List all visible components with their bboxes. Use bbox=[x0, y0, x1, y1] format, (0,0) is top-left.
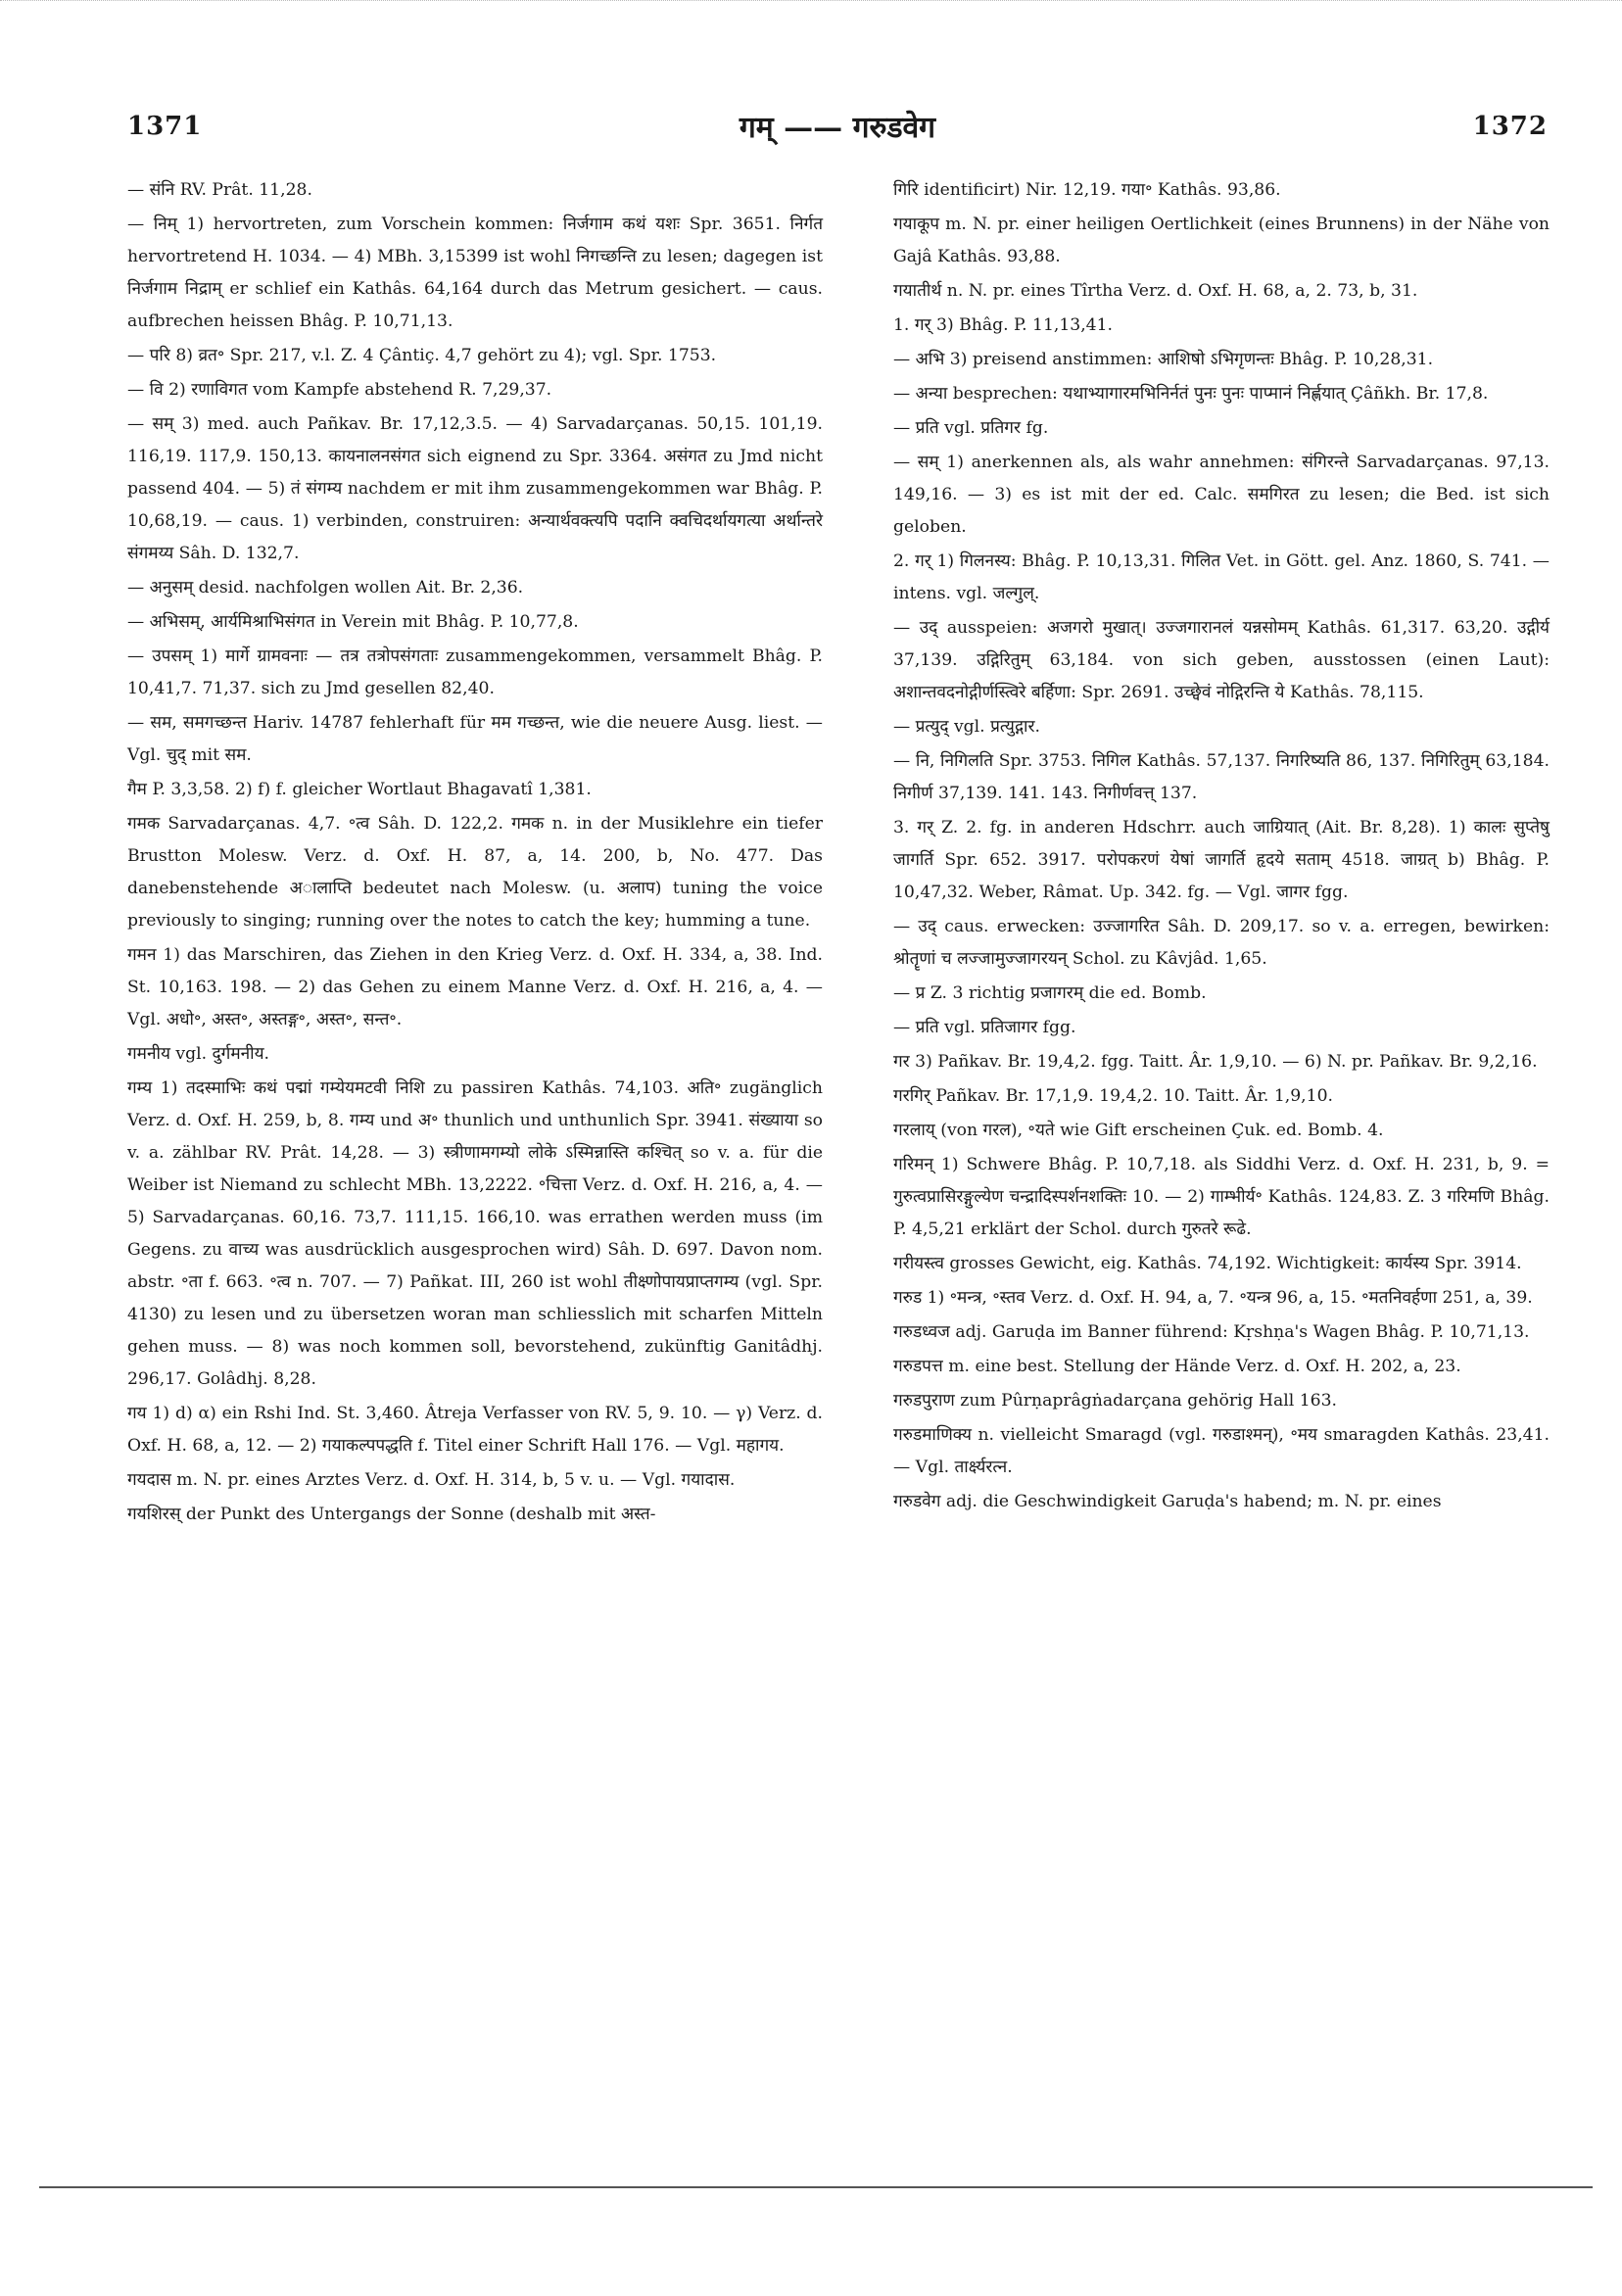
dictionary-entry: गरलाय् (von गरल), ॰यते wie Gift erscheinen Çuk. ed. Bomb. 4. bbox=[893, 1121, 1384, 1140]
dictionary-entry: गरिमन् 1) Schwere Bhâg. P. 10,7,18. als Siddhi Verz. d. Oxf. H. 231, b, 9. = गुरुत्वप्रासिरङ्गुल्येण चन्द्रादिस्पर्शनशक्तिः 10. — 2) गाम्भीर्य॰ Kathâs. 124,83. Z. 3 गरिमणि Bhâg. P. 4,5,21 erklärt der Schol. durch गुरुतरे रूढे. bbox=[893, 1155, 1550, 1239]
right-column bbox=[893, 174, 1550, 1518]
dictionary-entry: गरीयस्त्व grosses Gewicht, eig. Kathâs. 74,192. Wichtigkeit: कार्यस्य Spr. 3914. bbox=[893, 1254, 1522, 1273]
dictionary-entry: — उद् caus. erwecken: उज्जागरित Sâh. D. 209,17. so v. a. erregen, bewirken: श्रोतॄणां च लज्जामुज्जागरयन् Schol. zu Kâvjâd. 1,65. bbox=[893, 917, 1550, 969]
dictionary-entry: — प्रति vgl. प्रतिगर fg. bbox=[893, 418, 1049, 438]
dictionary-entry: — परि 8) व्रत॰ Spr. 217, v.l. Z. 4 Çântiç. 4,7 gehört zu 4); vgl. Spr. 1753. bbox=[127, 346, 717, 365]
dictionary-entry: गमन 1) das Marschiren, das Ziehen in den Krieg Verz. d. Oxf. H. 334, a, 38. Ind. St. 10,163. 198. — 2) das Gehen zu einem Manne Verz. d. Oxf. H. 216, a, 4. — Vgl. अधो॰, अस्त॰, अस्तङ्ग॰, अस्त॰, सन्त॰. bbox=[127, 945, 823, 1029]
dictionary-entry: गयशिरस् der Punkt des Untergangs der Sonne (deshalb mit अस्त- bbox=[127, 1505, 656, 1524]
dictionary-entry: — अभिसम्, आर्यमिश्राभिसंगत in Verein mit Bhâg. P. 10,77,8. bbox=[127, 612, 579, 632]
dictionary-entry: 1. गर् 3) Bhâg. P. 11,13,41. bbox=[893, 315, 1114, 335]
dictionary-entry: — उद् ausspeien: अजगरो मुखात्। उज्जगारानलं यन्नसोमम् Kathâs. 61,317. 63,20. उद्गीर्य 37,139. उद्गिरितुम् 63,184. von sich geben, ausstossen (einen Laut): अशान्तवदनोद्गीर्णस्त्विरे बर्हिणा: Spr. 2691. उच्छ्वेवं नोद्गिरन्ति ये Kathâs. 78,115. bbox=[893, 618, 1550, 702]
dictionary-entry: गरुडपुराण zum Pûrṇaprâgṅadarçana gehörig Hall 163. bbox=[893, 1391, 1337, 1411]
dictionary-entry: — निम् 1) hervortreten, zum Vorschein kommen: निर्जगाम कथं यशः Spr. 3651. निर्गत hervortretend H. 1034. — 4) MBh. 3,15399 ist wohl निगच्छन्ति zu lesen; dagegen ist निर्जगाम निद्राम् er schlief ein Kathâs. 64,164 durch das Metrum gesichert. — caus. aufbrechen heissen Bhâg. P. 10,71,13. bbox=[127, 215, 823, 331]
dictionary-entry: गम्य 1) तदस्माभिः कथं पद्मां गम्येयमटवी निशि zu passiren Kathâs. 74,103. अति॰ zugänglich Verz. d. Oxf. H. 259, b, 8. गम्य und अ॰ thunlich und unthunlich Spr. 3941. संख्याया so v. a. zählbar RV. Prât. 14,28. — 3) स्त्रीणामगम्यो लोके ऽस्मिन्नास्ति कश्चित् so v. a. für die Weiber ist Niemand zu schlecht MBh. 13,2222. ॰चित्ता Verz. d. Oxf. H. 216, a, 4. — 5) Sarvadarçanas. 60,16. 73,7. 111,15. 166,10. was errathen werden muss (im Gegens. zu वाच्य was ausdrücklich ausgesprochen wird) Sâh. D. 697. Davon nom. abstr. ॰ता f. 663. ॰त्व n. 707. — 7) Pañkat. III, 260 ist wohl तीक्ष्णोपायप्राप्तगम्य (vgl. Spr. 4130) zu lesen und zu übersetzen woran man schliesslich mit scharfen Mitteln gehen muss. — 8) was noch kommen soll, bevorstehend, zukünftig Ganitâdhj. 296,17. Golâdhj. 8,28. bbox=[127, 1078, 823, 1389]
dictionary-entry: गरुड 1) ॰मन्त्र, ॰स्तव Verz. d. Oxf. H. 94, a, 7. ॰यन्त्र 96, a, 15. ॰मतनिवर्हणा 251, a, 39. bbox=[893, 1288, 1533, 1308]
footer-rule bbox=[39, 2186, 1593, 2188]
dictionary-entry: गयदास m. N. pr. eines Arztes Verz. d. Oxf. H. 314, b, 5 v. u. — Vgl. गयादास. bbox=[127, 1470, 736, 1490]
dictionary-entry: गर 3) Pañkav. Br. 19,4,2. fgg. Taitt. Âr. 1,9,10. — 6) N. pr. Pañkav. Br. 9,2,16. bbox=[893, 1052, 1538, 1072]
dictionary-entry: — सम, समगच्छन्त Hariv. 14787 fehlerhaft für मम गच्छन्त, wie die neuere Ausg. liest. — Vgl. चुद् mit सम. bbox=[127, 713, 823, 765]
dictionary-entry: 2. गर् 1) गिलनस्य: Bhâg. P. 10,13,31. गिलित Vet. in Gött. gel. Anz. 1860, S. 741. — intens. vgl. जल्गुल्. bbox=[893, 551, 1550, 603]
dictionary-entry: — प्रत्युद् vgl. प्रत्युद्गार. bbox=[893, 717, 1040, 737]
dictionary-entry: — संनि RV. Prât. 11,28. bbox=[127, 180, 312, 200]
dictionary-entry: गमनीय vgl. दुर्गमनीय. bbox=[127, 1044, 270, 1064]
dictionary-entry: — सम् 1) anerkennen als, als wahr annehmen: संगिरन्ते Sarvadarçanas. 97,13. 149,16. — 3) es ist mit der ed. Calc. समगिरत zu lesen; die Bed. ist sich geloben. bbox=[893, 453, 1550, 537]
dictionary-entry: — अनुसम् desid. nachfolgen wollen Ait. Br. 2,36. bbox=[127, 578, 524, 598]
dictionary-entry: — उपसम् 1) मार्गे ग्रामवनाः — तत्र तत्रोपसंगताः zusammengekommen, versammelt Bhâg. P. 10,41,7. 71,37. sich zu Jmd gesellen 82,40. bbox=[127, 646, 823, 698]
dictionary-entry: — अन्या besprechen: यथाभ्यागारमभिनिर्नतं पुनः पुनः पाप्मानं निर्ह्णयात् Çâñkh. Br. 17,8. bbox=[893, 384, 1489, 404]
dictionary-entry: — सम् 3) med. auch Pañkav. Br. 17,12,3.5. — 4) Sarvadarçanas. 50,15. 101,19. 116,19. 117,9. 150,13. कायनालनसंगत sich eignend zu Spr. 3364. असंगत zu Jmd nicht passend 404. — 5) तं संगम्य nachdem er mit ihm zusammengekommen war Bhâg. P. 10,68,19. — caus. 1) verbinden, construiren: अन्यार्थवक्त्यपि पदानि क्वचिदर्थायगत्या अर्थान्तरे संगमय्य Sâh. D. 132,7. bbox=[127, 414, 823, 563]
dictionary-entry: — अभि 3) preisend anstimmen: आशिषो ऽभिगृणन्तः Bhâg. P. 10,28,31. bbox=[893, 350, 1434, 369]
dictionary-entry: गैम P. 3,3,58. 2) f) f. gleicher Wortlaut Bhagavatî 1,381. bbox=[127, 780, 592, 799]
left-column bbox=[127, 174, 823, 1531]
dictionary-entry: — प्र Z. 3 richtig प्रजागरम् die ed. Bomb. bbox=[893, 983, 1207, 1003]
dictionary-entry: गरुडवेग adj. die Geschwindigkeit Garuḍa's habend; m. N. pr. eines bbox=[893, 1492, 1442, 1511]
dictionary-entry: गरुडध्वज adj. Garuḍa im Banner führend: Kṛshṇa's Wagen Bhâg. P. 10,71,13. bbox=[893, 1322, 1530, 1342]
dictionary-entry: गिरि identificirt) Nir. 12,19. गया॰ Kathâs. 93,86. bbox=[893, 180, 1281, 200]
right-page-number: 1372 bbox=[1472, 112, 1548, 141]
dictionary-entry: — नि, निगिलति Spr. 3753. निगिल Kathâs. 57,137. निगरिष्यति 86, 137. निगिरितुम् 63,184. निगीर्ण 37,139. 141. 143. निगीर्णवत्त् 137. bbox=[893, 751, 1550, 803]
dictionary-entry: — वि 2) रणाविगत vom Kampfe abstehend R. 7,29,37. bbox=[127, 380, 552, 400]
dictionary-entry: गयातीर्थ n. N. pr. eines Tîrtha Verz. d. Oxf. H. 68, a, 2. 73, b, 31. bbox=[893, 281, 1418, 301]
running-header bbox=[127, 106, 1548, 155]
dictionary-entry: गमक Sarvadarçanas. 4,7. ॰त्व Sâh. D. 122,2. गमक n. in der Musiklehre ein tiefer Brustton Molesw. Verz. d. Oxf. H. 87, a, 14. 200, b, No. 477. Das danebenstehende अालाप्ति bedeutet nach Molesw. (u. अलाप) tuning the voice previously to singing; running over the notes to catch the key; humming a tune. bbox=[127, 814, 823, 931]
dictionary-entry: — प्रति vgl. प्रतिजागर fgg. bbox=[893, 1018, 1076, 1037]
dictionary-entry: गरगिर् Pañkav. Br. 17,1,9. 19,4,2. 10. Taitt. Âr. 1,9,10. bbox=[893, 1086, 1333, 1106]
dictionary-entry: गरुडमाणिक्य n. vielleicht Smaragd (vgl. गरुडाश्मन्), ॰मय smaragden Kathâs. 23,41. — Vgl. तार्क्ष्यरत्न. bbox=[893, 1425, 1550, 1477]
dictionary-entry: गयाकूप m. N. pr. einer heiligen Oertlichkeit (eines Brunnens) in der Nähe von Gajâ Kathâs. 93,88. bbox=[893, 215, 1550, 266]
header-title: गम् —— गरुडवेग bbox=[739, 111, 936, 145]
dictionary-entry: 3. गर् Z. 2. fg. in anderen Hdschrr. auch जाग्रियात् (Ait. Br. 8,28). 1) कालः सुप्तेषु जागर्ति Spr. 652. 3917. परोपकरणं येषां जागर्ति हृदये सताम् 4518. जाग्रत् b) Bhâg. P. 10,47,32. Weber, Râmat. Up. 342. fg. — Vgl. जागर fgg. bbox=[893, 818, 1550, 902]
scan-top-edge bbox=[0, 0, 1622, 13]
left-page-number: 1371 bbox=[127, 112, 203, 141]
dictionary-entry: गय 1) d) α) ein Rshi Ind. St. 3,460. Âtreja Verfasser von RV. 5, 9. 10. — γ) Verz. d. Oxf. H. 68, a, 12. — 2) गयाकल्पपद्धति f. Titel einer Schrift Hall 176. — Vgl. महागय. bbox=[127, 1404, 823, 1456]
dictionary-entry: गरुडपत्त m. eine best. Stellung der Hände Verz. d. Oxf. H. 202, a, 23. bbox=[893, 1357, 1461, 1376]
